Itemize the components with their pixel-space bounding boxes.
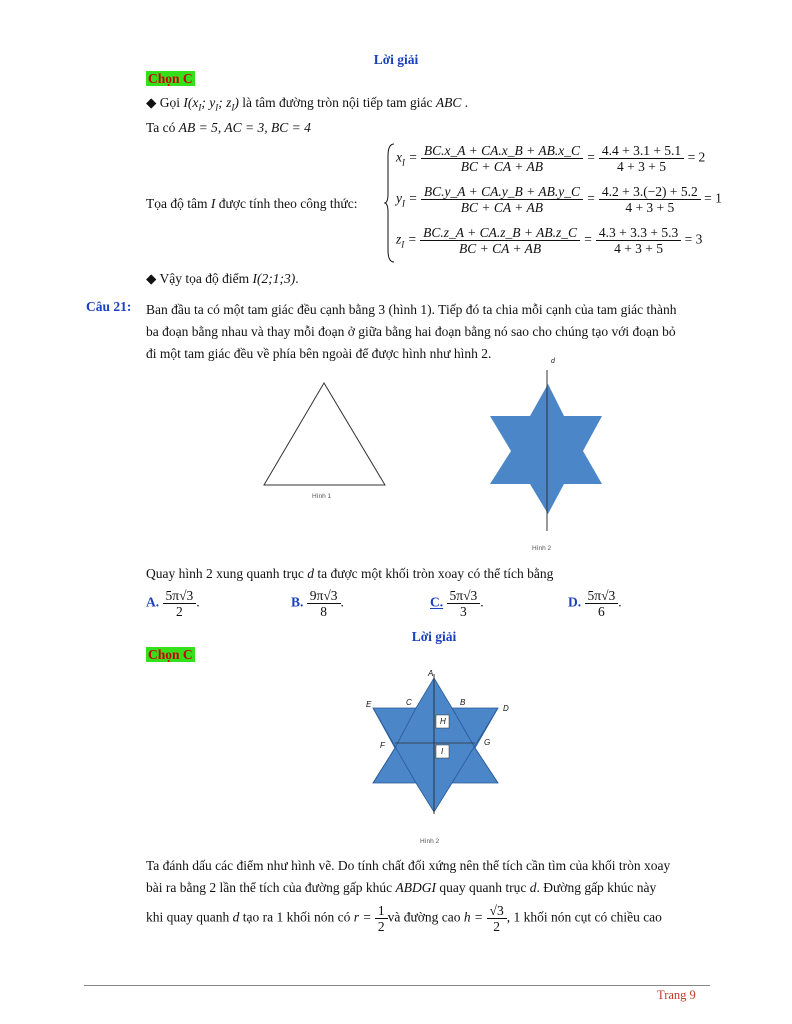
- page-number: Trang 9: [657, 988, 696, 1002]
- figure-2-caption: Hình 2: [532, 545, 552, 552]
- line-incenter: ◆ Gọi $I(x_I$; $y_I$; $z_I$) là tâm đường tròn nội tiếp tam giác ABC .: [146, 95, 469, 113]
- point-label-F: F: [380, 741, 385, 750]
- question-text: Ban đầu ta có một tam giác đều cạnh bằng 3 (hình 1). Tiếp đó ta chia mỗi cạnh của tam giác thành ba đoạn bằng nhau và thay mỗi đoạn ở giữa bằng hai đoạn bằng nó sao cho chúng tạo với đoạn bỏ đi một tam giác đều về phía bên ngoài để được hình như hình 2.: [146, 302, 677, 361]
- figure-2-star: [480, 356, 620, 536]
- figure-2-labeled-caption: Hình 2: [420, 838, 440, 845]
- point-label-C: C: [406, 698, 412, 707]
- answer-tag-2: Chọn C: [148, 647, 193, 662]
- answer-option[interactable]: B. $\frac{9\pi√3}{8}$ .: [291, 588, 344, 619]
- formula-row: $x_I$ = $\frac{BC.x\_A + CA.x\_B + AB.x\_C}{BC + CA + AB}$ = $\frac{4.4 + 3.1 + 5.1}{4 + 3 + 5}$ = 2: [396, 143, 706, 174]
- question-prompt: Quay hình 2 xung quanh trục d ta được một khối tròn xoay có thể tích bằng: [146, 566, 554, 581]
- point-label-A: A: [428, 669, 434, 678]
- point-label-I: I: [441, 747, 444, 756]
- formula-row: $y_I$ = $\frac{BC.y\_A + CA.y\_B + AB.y\_C}{BC + CA + AB}$ = $\frac{4.2 + 3.(-2) + 5.2}{4 + 3 + 5}$ = 1: [396, 184, 722, 215]
- formula-label: Tọa độ tâm I được tính theo công thức:: [146, 196, 358, 211]
- answer-option[interactable]: A. $\frac{5\pi√3}{2}$ .: [146, 588, 200, 619]
- line-conclusion: ◆ Vậy tọa độ điểm I(2;1;3).: [146, 271, 299, 286]
- point-label-E: E: [366, 700, 372, 709]
- point-label-G: G: [484, 738, 491, 747]
- point-label-H: H: [440, 717, 446, 726]
- point-label-B: B: [460, 698, 466, 707]
- formula-row: $z_I$ = $\frac{BC.z\_A + CA.z\_B + AB.z\_C}{BC + CA + AB}$ = $\frac{4.3 + 3.3 + 5.3}{4 + 3 + 5}$ = 3: [396, 225, 703, 256]
- line-sides: Ta có AB = 5, AC = 3, BC = 4: [146, 120, 311, 135]
- solution-paragraph-line3: khi quay quanh d tạo ra 1 khối nón có r = $\frac{1}{2}$ và đường cao h = $\frac{√3}{2}$ , 1 khối nón cụt có chiều cao: [146, 903, 662, 934]
- solution-heading: Lời giải: [373, 52, 419, 67]
- answer-option[interactable]: D. $\frac{5\pi√3}{6}$ .: [568, 588, 622, 619]
- brace-icon: [384, 142, 396, 264]
- solution-paragraph: Ta đánh dấu các điểm như hình vẽ. Do tính chất đối xứng nên thể tích cần tìm của khối tròn xoay bài ra bằng 2 lần thể tích của đường gấp khúc ABDGI quay quanh trục d. Đường gấp khúc này: [146, 858, 671, 895]
- figure-2-labeled: [365, 668, 515, 818]
- question-label: Câu 21:: [86, 299, 132, 314]
- answer-option[interactable]: C. $\frac{5\pi√3}{3}$ .: [430, 588, 484, 619]
- answer-tag: Chọn C: [148, 71, 193, 86]
- footer-divider: [84, 985, 710, 986]
- figure-1-triangle: [258, 378, 408, 508]
- solution-heading-2: Lời giải: [411, 629, 457, 644]
- figure-2-axis-label: d: [551, 358, 555, 365]
- point-label-D: D: [503, 704, 509, 713]
- figure-1-caption: Hình 1: [312, 493, 332, 500]
